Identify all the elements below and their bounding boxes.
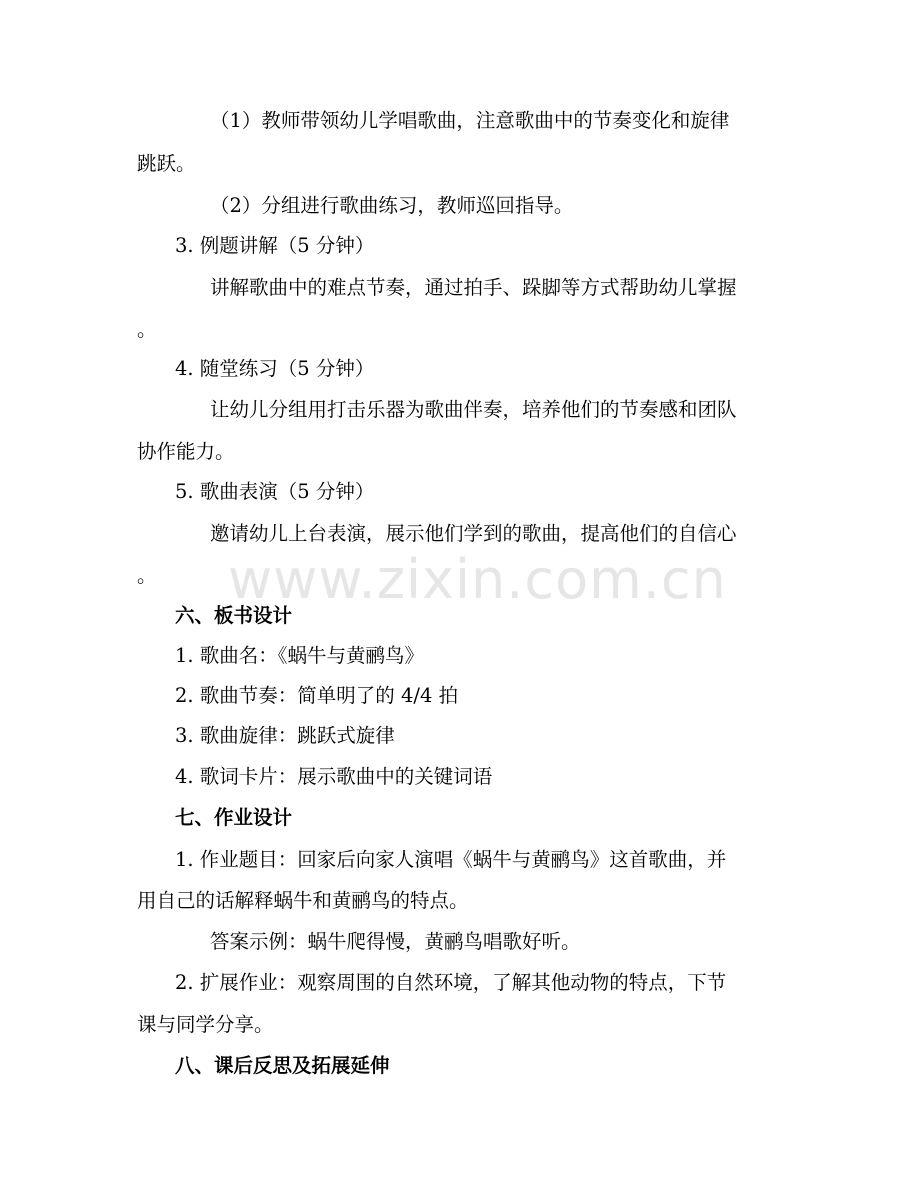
- paragraph-line: 用自己的话解释蜗牛和黄鹂鸟的特点。: [137, 889, 469, 912]
- paragraph-line: 。: [137, 318, 157, 341]
- list-item: 4. 随堂练习（5 分钟）: [175, 357, 375, 380]
- paragraph-line: （1）教师带领幼儿学唱歌曲，注意歌曲中的节奏变化和旋律: [210, 109, 730, 132]
- list-item: 1. 作业题目：回家后向家人演唱《蜗牛与黄鹂鸟》这首歌曲，并: [175, 848, 727, 871]
- list-item: 2. 扩展作业：观察周围的自然环境，了解其他动物的特点，下节: [175, 971, 727, 994]
- paragraph-line: （2）分组进行歌曲练习，教师巡回指导。: [210, 194, 574, 217]
- paragraph-line: 课与同学分享。: [137, 1013, 274, 1036]
- watermark: www.zixin.com.cn: [228, 548, 727, 611]
- paragraph-line: 协作能力。: [137, 440, 235, 463]
- paragraph-line: 。: [137, 564, 157, 587]
- list-item: 4. 歌词卡片：展示歌曲中的关键词语: [175, 765, 493, 788]
- paragraph-line: 答案示例：蜗牛爬得慢，黄鹂鸟唱歌好听。: [210, 930, 581, 953]
- list-item: 1. 歌曲名：《蜗牛与黄鹂鸟》: [175, 644, 425, 667]
- paragraph-line: 让幼儿分组用打击乐器为歌曲伴奏，培养他们的节奏感和团队: [210, 398, 737, 421]
- section-heading: 七、作业设计: [175, 806, 293, 829]
- paragraph-line: 跳跃。: [137, 152, 196, 175]
- list-item: 5. 歌曲表演（5 分钟）: [175, 480, 375, 503]
- list-item: 3. 例题讲解（5 分钟）: [175, 234, 375, 257]
- section-heading: 八、课后反思及拓展延伸: [175, 1054, 390, 1077]
- paragraph-line: 讲解歌曲中的难点节奏，通过拍手、跺脚等方式帮助幼儿掌握: [210, 276, 737, 299]
- paragraph-line: 邀请幼儿上台表演，展示他们学到的歌曲，提高他们的自信心: [210, 522, 737, 545]
- list-item: 2. 歌曲节奏：简单明了的 4/4 拍: [175, 684, 459, 707]
- list-item: 3. 歌曲旋律：跳跃式旋律: [175, 724, 395, 747]
- section-heading: 六、板书设计: [175, 604, 293, 627]
